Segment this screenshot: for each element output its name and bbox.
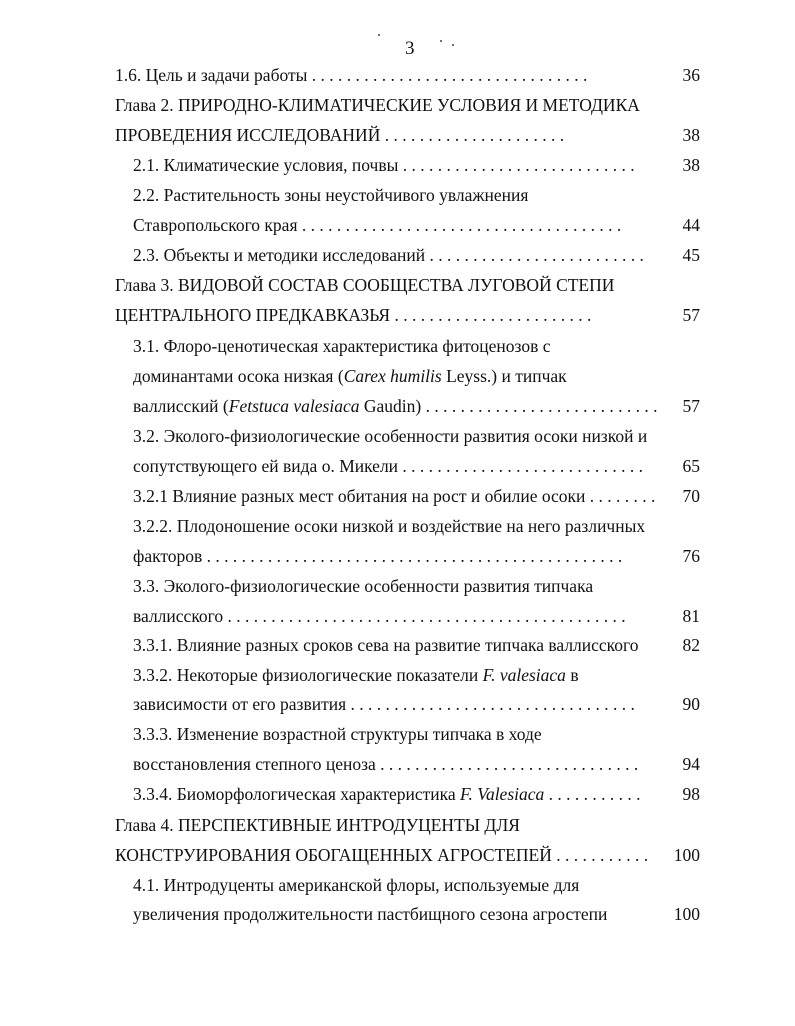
toc-page: 36 <box>682 65 700 85</box>
toc-chapter-2-title: Глава 2. ПРИРОДНО-КЛИМАТИЧЕСКИЕ УСЛОВИЯ И МЕТОДИКА <box>115 95 640 115</box>
toc-text: 3.3.4. Биоморфологическая характеристика <box>133 784 461 804</box>
toc-species-name: F. Valesiaca <box>460 784 545 804</box>
toc-page: 38 <box>682 155 700 175</box>
toc-text: валлисский ( <box>133 396 229 416</box>
toc-entry-3-2-1: 3.2.1 Влияние разных мест обитания на рост и обилие осоки . . . . . . . . <box>133 486 656 506</box>
toc-entry-3-3-cont: валлисского . . . . . . . . . . . . . . . . . . . . . . . . . . . . . . . . . . . . . . . . . . . . . . <box>133 606 626 626</box>
toc-entry-3-1: 3.1. Флоро-ценотическая характеристика фитоценозов с <box>133 336 551 356</box>
toc-entry-4-1: 4.1. Интродуценты американской флоры, используемые для <box>133 875 580 895</box>
toc-text: Gaudin) . . . . . . . . . . . . . . . . . . . . . . . . . . . <box>359 396 658 416</box>
toc-page: 90 <box>682 694 700 714</box>
toc-page: 76 <box>682 546 700 566</box>
scan-speck <box>378 34 380 36</box>
toc-entry-3-2-cont: сопутствующего ей вида о. Микели . . . . . . . . . . . . . . . . . . . . . . . . . . . . <box>133 456 644 476</box>
scan-speck <box>440 40 442 42</box>
toc-entry-1-6: 1.6. Цель и задачи работы . . . . . . . . . . . . . . . . . . . . . . . . . . . . . . . . <box>115 65 588 85</box>
toc-entry-3-3-2-cont: зависимости от его развития . . . . . . . . . . . . . . . . . . . . . . . . . . . . . . . . . <box>133 694 635 714</box>
toc-text: . . . . . . . . . . . <box>544 784 641 804</box>
toc-chapter-3-title: Глава 3. ВИДОВОЙ СОСТАВ СООБЩЕСТВА ЛУГОВОЙ СТЕПИ <box>115 275 615 295</box>
toc-entry-3-3-4 <box>133 783 641 805</box>
toc-page: 65 <box>682 456 700 476</box>
toc-entry-2-2: 2.2. Растительность зоны неустойчивого увлажнения <box>133 185 529 205</box>
toc-entry-3-2-2: 3.2.2. Плодоношение осоки низкой и воздействие на него различных <box>133 516 646 536</box>
toc-entry-4-1-cont: увеличения продолжительности пастбищного сезона агростепи <box>133 904 608 924</box>
toc-entry-3-2: 3.2. Эколого-физиологические особенности развития осоки низкой и <box>133 426 648 446</box>
toc-entry-3-2-2-cont: факторов . . . . . . . . . . . . . . . . . . . . . . . . . . . . . . . . . . . . . . . . . . . . . . . . <box>133 546 623 566</box>
scan-speck <box>452 44 454 46</box>
toc-species-name: Carex humilis <box>343 366 442 386</box>
toc-entry-3-3: 3.3. Эколого-физиологические особенности развития типчака <box>133 576 594 596</box>
toc-page: 100 <box>673 904 700 924</box>
toc-text: Leyss.) и типчак <box>441 366 567 386</box>
toc-page: 100 <box>673 845 700 865</box>
toc-entry-2-1: 2.1. Климатические условия, почвы . . . . . . . . . . . . . . . . . . . . . . . . . . . <box>133 155 635 175</box>
toc-entry-3-1-cont-2 <box>133 395 657 417</box>
toc-page: 70 <box>682 486 700 506</box>
toc-chapter-3-title-cont: ЦЕНТРАЛЬНОГО ПРЕДКАВКАЗЬЯ . . . . . . . . . . . . . . . . . . . . . . . <box>115 305 592 325</box>
toc-entry-3-3-3: 3.3.3. Изменение возрастной структуры типчака в ходе <box>133 724 542 744</box>
toc-entry-3-3-3-cont: восстановления степного ценоза . . . . . . . . . . . . . . . . . . . . . . . . . . . . . . <box>133 754 639 774</box>
toc-page: 94 <box>682 754 700 774</box>
toc-page: 57 <box>682 396 700 416</box>
toc-chapter-4-title-cont: КОНСТРУИРОВАНИЯ ОБОГАЩЕННЫХ АГРОСТЕПЕЙ . . . . . . . . . . . <box>115 845 649 865</box>
page-number: 3 <box>405 38 415 59</box>
toc-entry-2-3: 2.3. Объекты и методики исследований . . . . . . . . . . . . . . . . . . . . . . . . . <box>133 245 644 265</box>
toc-page: 57 <box>682 305 700 325</box>
toc-page: 98 <box>682 784 700 804</box>
toc-entry-3-1-cont <box>133 365 567 387</box>
toc-page: 81 <box>682 606 700 626</box>
toc-species-name: F. valesiaca <box>482 665 566 685</box>
toc-entry-3-3-1: 3.3.1. Влияние разных сроков сева на развитие типчака валлисского <box>133 635 639 655</box>
toc-page: 82 <box>682 635 700 655</box>
toc-entry-2-2-cont: Ставропольского края . . . . . . . . . . . . . . . . . . . . . . . . . . . . . . . . . . . . . <box>133 215 622 235</box>
toc-species-name: Fetstuca valesiaca <box>228 396 360 416</box>
toc-entry-3-3-2 <box>133 664 579 686</box>
toc-text: 3.3.2. Некоторые физиологические показатели <box>133 665 483 685</box>
toc-text: доминантами осока низкая ( <box>133 366 344 386</box>
toc-page: 38 <box>682 125 700 145</box>
toc-page: 44 <box>682 215 700 235</box>
toc-page: 45 <box>682 245 700 265</box>
toc-text: в <box>565 665 579 685</box>
toc-chapter-4-title: Глава 4. ПЕРСПЕКТИВНЫЕ ИНТРОДУЦЕНТЫ ДЛЯ <box>115 815 520 835</box>
toc-chapter-2-title-cont: ПРОВЕДЕНИЯ ИССЛЕДОВАНИЙ . . . . . . . . . . . . . . . . . . . . . <box>115 125 565 145</box>
